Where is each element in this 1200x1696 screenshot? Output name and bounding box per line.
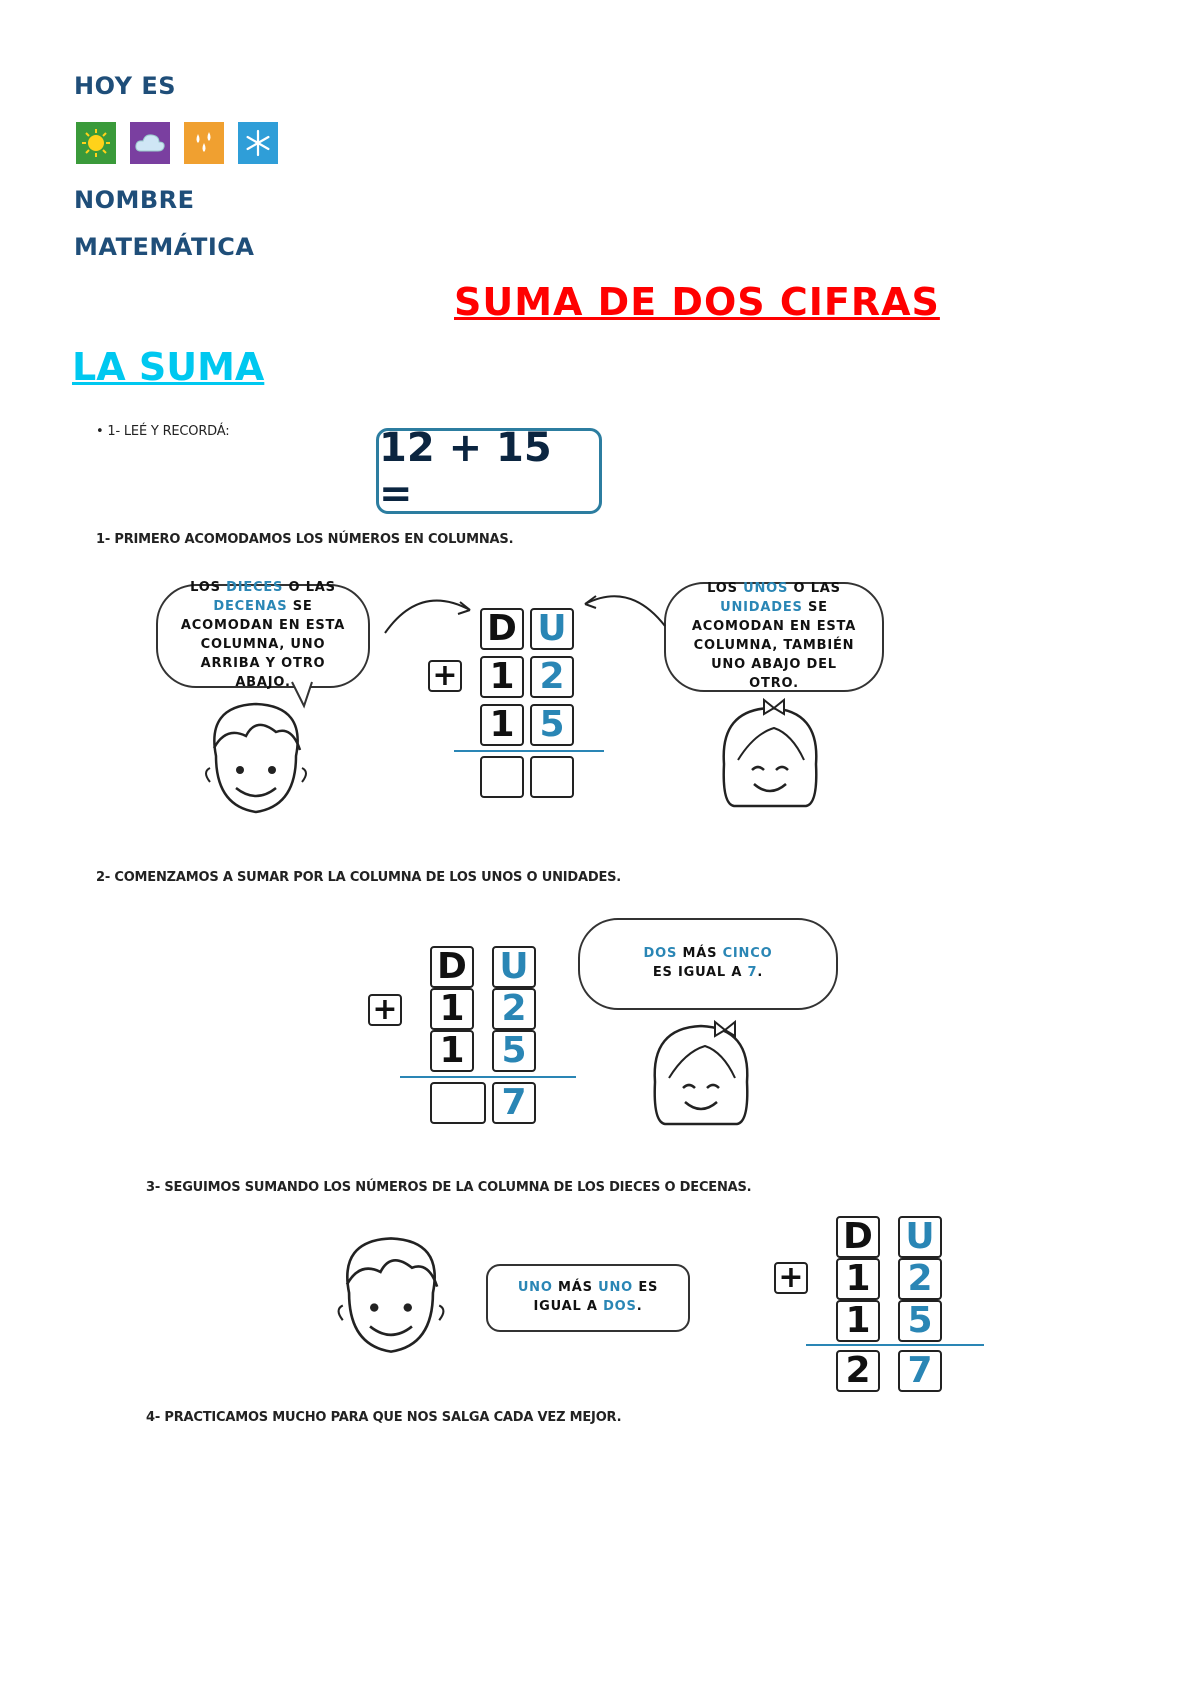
row1-decenas: 1 bbox=[836, 1258, 880, 1300]
step-1-text: 1- PRIMERO ACOMODAMOS LOS NÚMEROS EN COLUMNAS. bbox=[96, 532, 514, 547]
result-decenas-empty[interactable] bbox=[430, 1082, 486, 1124]
snow-icon[interactable] bbox=[238, 122, 278, 164]
equation-box bbox=[376, 425, 602, 517]
column-header-d: D bbox=[836, 1216, 880, 1258]
speech-bubble-dos: UNO MÁS UNO ES IGUAL A DOS. bbox=[486, 1264, 690, 1332]
step-3-text: 3- SEGUIMOS SUMANDO LOS NÚMEROS DE LA COLUMNA DE LOS DIECES O DECENAS. bbox=[146, 1180, 752, 1195]
column-header-u: U bbox=[530, 608, 574, 650]
arrow-right-icon bbox=[580, 586, 670, 636]
nombre-label: NOMBRE bbox=[74, 186, 195, 214]
step-4-text: 4- PRACTICAMOS MUCHO PARA QUE NOS SALGA CADA VEZ MEJOR. bbox=[146, 1410, 622, 1425]
speech-bubble-decenas: LOS DIECES O LAS DECENAS SE ACOMODAN EN ESTA COLUMNA, UNO ARRIBA Y OTRO ABAJO. bbox=[156, 584, 370, 688]
row2-decenas: 1 bbox=[836, 1300, 880, 1342]
arrow-left-icon bbox=[380, 588, 480, 638]
rain-icon[interactable] bbox=[184, 122, 224, 164]
result-decenas-empty[interactable] bbox=[480, 756, 524, 798]
result-unidades: 7 bbox=[492, 1082, 536, 1124]
step-2-text: 2- COMENZAMOS A SUMAR POR LA COLUMNA DE LOS UNOS O UNIDADES. bbox=[96, 870, 622, 885]
girl-face-icon bbox=[714, 694, 826, 812]
column-header-d: D bbox=[430, 946, 474, 988]
row2-unidades: 5 bbox=[492, 1030, 536, 1072]
plus-sign: + bbox=[428, 660, 462, 692]
sum-line bbox=[806, 1344, 984, 1346]
column-header-d: D bbox=[480, 608, 524, 650]
materia-label: MATEMÁTICA bbox=[74, 233, 255, 261]
step-0-text: • 1- LEÉ Y RECORDÁ: bbox=[96, 424, 230, 439]
row1-unidades: 2 bbox=[898, 1258, 942, 1300]
column-header-u: U bbox=[492, 946, 536, 988]
row2-decenas: 1 bbox=[480, 704, 524, 746]
hoy-es-label: HOY ES bbox=[74, 72, 177, 100]
plus-sign: + bbox=[368, 994, 402, 1026]
row1-unidades: 2 bbox=[530, 656, 574, 698]
speech-bubble-cinco: DOS MÁS CINCO ES IGUAL A 7. bbox=[578, 918, 838, 1010]
result-unidades-empty[interactable] bbox=[530, 756, 574, 798]
sum-line bbox=[400, 1076, 576, 1078]
sun-icon[interactable] bbox=[76, 122, 116, 164]
row1-unidades: 2 bbox=[492, 988, 536, 1030]
equation-text: 12 + 15 = bbox=[379, 425, 552, 517]
plus-sign: + bbox=[774, 1262, 808, 1294]
boy-face-icon bbox=[326, 1230, 456, 1360]
sum-line bbox=[454, 750, 604, 752]
speech-bubble-unidades: LOS UNOS O LAS UNIDADES SE ACOMODAN EN ESTA COLUMNA, TAMBIÉN UNO ABAJO DEL OTRO. bbox=[664, 582, 884, 692]
result-unidades: 7 bbox=[898, 1350, 942, 1392]
column-header-u: U bbox=[898, 1216, 942, 1258]
girl-face-icon bbox=[640, 1012, 762, 1130]
weather-icons bbox=[76, 122, 278, 164]
page-title: SUMA DE DOS CIFRAS bbox=[454, 280, 940, 324]
row1-decenas: 1 bbox=[430, 988, 474, 1030]
section-title: LA SUMA bbox=[72, 345, 265, 389]
row2-unidades: 5 bbox=[898, 1300, 942, 1342]
cloud-icon[interactable] bbox=[130, 122, 170, 164]
row1-decenas: 1 bbox=[480, 656, 524, 698]
row2-decenas: 1 bbox=[430, 1030, 474, 1072]
result-decenas: 2 bbox=[836, 1350, 880, 1392]
boy-face-icon bbox=[196, 696, 316, 820]
row2-unidades: 5 bbox=[530, 704, 574, 746]
